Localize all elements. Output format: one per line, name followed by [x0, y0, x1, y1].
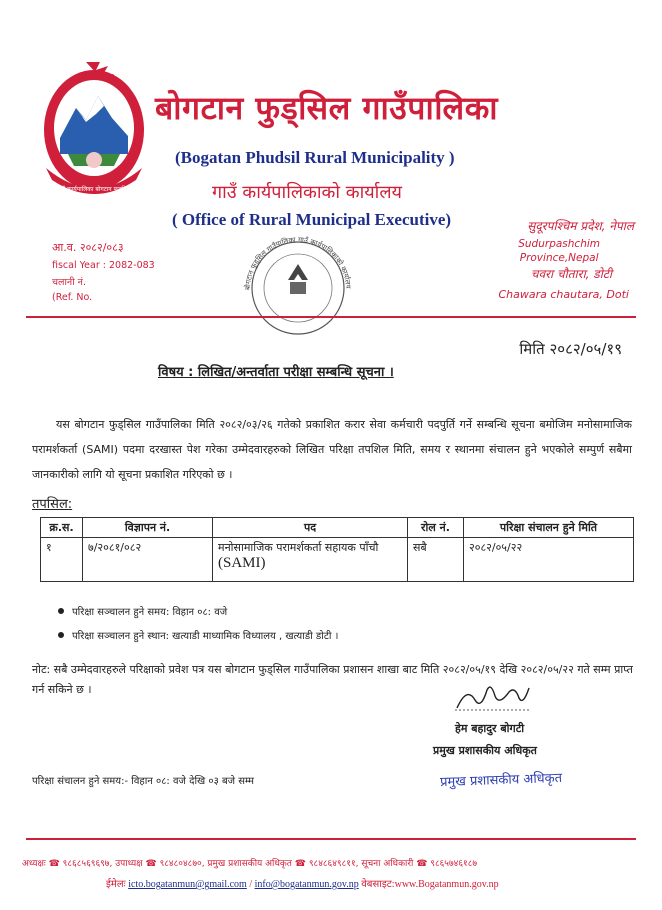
exam-time-note: परिक्षा संचालन हुने समय:- विहान ०८: वजे देखि ०३ बजे सम्म: [32, 776, 255, 787]
fiscal-year-en: fiscal Year : 2082-083: [52, 260, 155, 271]
signatory-title: प्रमुख प्रशासकीय अधिकृत: [433, 744, 537, 757]
office-title-np: गाउँ कार्यपालिकाको कार्यालय: [212, 182, 402, 203]
emblem-caption: गाउँ कार्यपालिका बोगटान फुड्सिल: [56, 186, 132, 193]
footer-links: [106, 876, 499, 890]
address-place-en: Chawara chautara, Doti: [498, 288, 629, 301]
address-place-np: चवरा चौतारा, डोटी: [530, 267, 612, 281]
seal-text: बोगटान फुड्सिल गाउँपालिका गाउँ कार्यपालिकाको कार्यालय: [243, 235, 353, 291]
website-link[interactable]: www.Bogatanmun.gov.np: [394, 879, 499, 890]
reference-number-label: (Ref. No.: [52, 292, 93, 303]
cell-roll: सबै: [408, 538, 464, 582]
cell-ad-no: ७/२०८१/०८२: [83, 538, 213, 582]
list-item: परिक्षा सञ्चालन हुने समय: विहान ०८: वजे: [58, 604, 338, 618]
address-province-en: [518, 237, 600, 265]
col-header-post: पद: [213, 518, 408, 538]
letter-subject: [158, 362, 394, 380]
fiscal-year-np: आ.व. २०८२/०८३: [52, 241, 124, 254]
footer-contacts: अध्यक्षः ☎ ९८६८५६९६९७, उपाध्यक्ष ☎ ९८४८०४८७०, प्रमुख प्रशासकीय अधिकृत ☎ ९८४८६४९८११, सूचना अधिकारी ☎ ९८६५७४६१८७: [22, 859, 478, 869]
footer-divider: [26, 838, 636, 840]
letter-note: नोट: सबै उम्मेदवारहरुले परिक्षाको प्रवेश पत्र यस बोगटान फुड्सिल गाउँपालिका प्रशासन शाखा बाट मिति २०८२/०५/१९ देखि २०८२/०५/२२ गते सम्म प्राप्त गर्न सकिने छ ।: [32, 663, 633, 696]
cell-post-np: मनोसामाजिक परामर्शकर्ता सहायक पाँचौ: [218, 541, 379, 554]
cell-post: [213, 538, 408, 582]
letter-body: यस बोगटान फुड्सिल गाउँपालिका मिति २०८२/०३/२६ गतेको प्रकाशित करार सेवा कर्मचारी पदपुर्ति गर्ने सम्बन्धि सूचना बमोजिम मनोसामाजिक परामर्शकर्ता (SAMI) पदमा दरखास्त पेश गरेका उम्मेदवारहरुको लिखित परिक्षा तपशिल मिति, समय र स्थानमा संचालन हुने भएकोले सम्पुर्ण सबैमा जानकारीको लागि यो सूचना प्रकाशित गरिएको छ ।: [32, 418, 632, 481]
header-divider: [26, 316, 636, 318]
col-header-roll: रोल नं.: [408, 518, 464, 538]
details-heading: तपसिल:: [32, 497, 73, 512]
signatory-name: हेम बहादुर बोगटी: [455, 722, 525, 735]
email-link-2[interactable]: info@bogatanmun.gov.np: [254, 879, 359, 890]
exam-info-list: [58, 604, 338, 652]
email-separator: /: [246, 879, 255, 890]
letter-subject-text: विषय : लिखित/अन्तर्वाता परीक्षा सम्बन्धि सूचना ।: [158, 365, 394, 380]
address-province-en-line2: Province,Nepal: [519, 252, 599, 264]
municipality-title-en: (Bogatan Phudsil Rural Municipality ): [175, 148, 455, 167]
cell-exam-date: २०८२/०५/२२: [464, 538, 634, 582]
signatory-stamp: प्रमुख प्रशासकीय अधिकृत: [439, 770, 563, 791]
exam-schedule-table: [40, 517, 634, 582]
email-label: ईमेलः: [106, 879, 126, 890]
letter-date: मिति २०८२/०५/१९: [519, 340, 622, 358]
dispatch-number-label: चलानी नं.: [52, 277, 86, 288]
address-province-np: सुदूरपश्चिम प्रदेश, नेपाल: [527, 219, 634, 233]
col-header-ad-no: विज्ञापन नं.: [83, 518, 213, 538]
col-header-exam-date: परिक्षा संचालन हुने मिति: [464, 518, 634, 538]
table-row: [41, 538, 634, 582]
signature-icon: [453, 680, 533, 714]
list-item: परिक्षा सञ्चालन हुने स्थान: खत्याडी माध्यामिक विध्यालय , खत्याडी डोटी ।: [58, 628, 338, 642]
nepal-emblem-icon: [38, 58, 150, 198]
address-province-en-line1: Sudurpashchim: [518, 238, 600, 250]
cell-sn: १: [41, 538, 83, 582]
website-label: वेबसाइट:: [361, 879, 395, 890]
cell-post-en: (SAMI): [218, 555, 266, 571]
email-link-1[interactable]: icto.bogatanmun@gmail.com: [128, 879, 247, 890]
office-title-en: ( Office of Rural Municipal Executive): [172, 210, 452, 229]
municipality-title-np: बोगटान फुड्सिल गाउँपालिका: [155, 89, 499, 127]
col-header-sn: क्र.स.: [41, 518, 83, 538]
office-seal-icon: [236, 228, 360, 340]
